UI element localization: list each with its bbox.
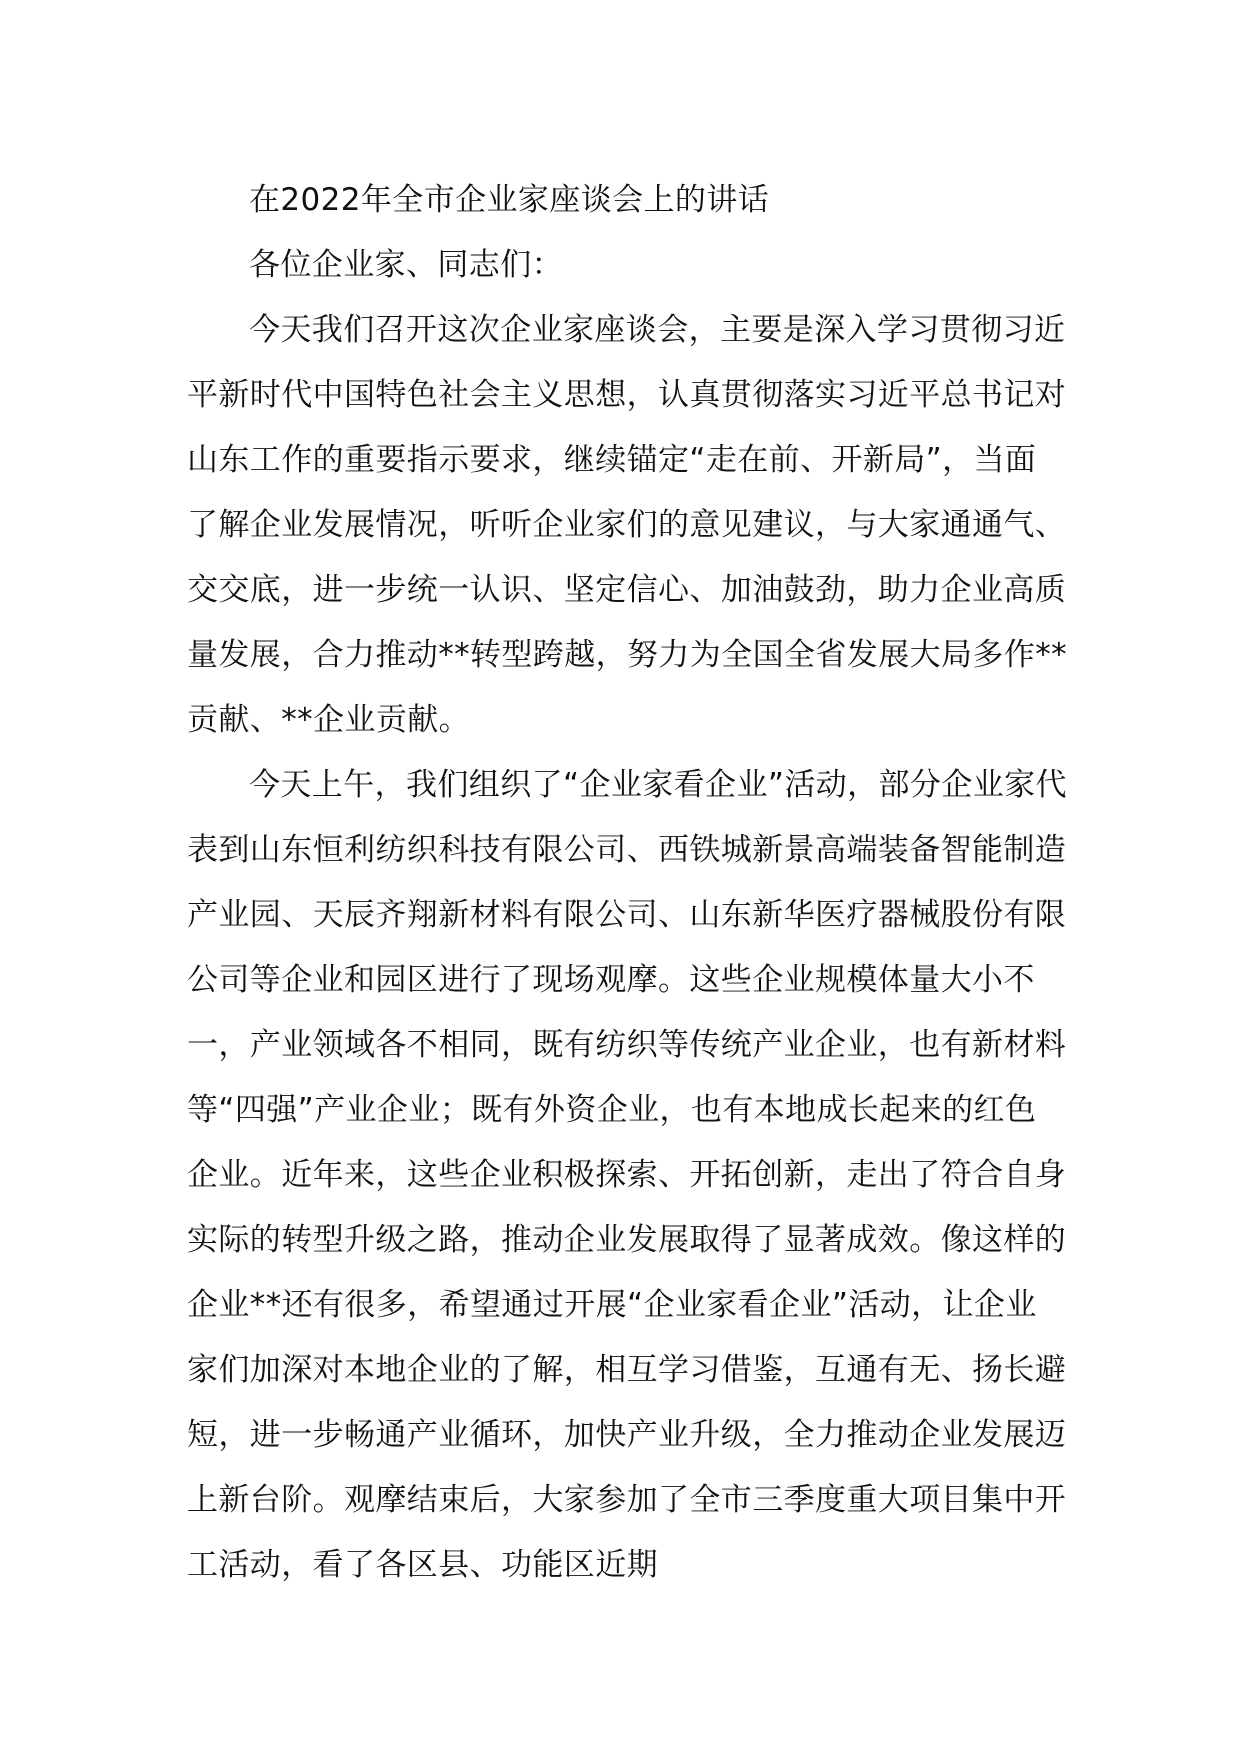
document-body: [187, 168, 1067, 1598]
paragraph-1: 今天我们召开这次企业家座谈会，主要是深入学习贯彻习近平新时代中国特色社会主义思想，认真贯彻落实习近平总书记对山东工作的重要指示要求，继续锚定“走在前、开新局”，当面了解企业发展情况，听听企业家们的意见建议，与大家通通气、交交底，进一步统一认识、坚定信心、加油鼓劲，助力企业高质量发展，合力推动**转型跨越，努力为全国全省发展大局多作**贡献、**企业贡献。: [187, 312, 1067, 738]
document-title: 在2022年全市企业家座谈会上的讲话: [249, 182, 770, 218]
paragraph-2: 今天上午，我们组织了“企业家看企业”活动，部分企业家代表到山东恒利纺织科技有限公司、西铁城新景高端装备智能制造产业园、天辰齐翔新材料有限公司、山东新华医疗器械股份有限公司等企业和园区进行了现场观摩。这些企业规模体量大小不一，产业领域各不相同，既有纺织等传统产业企业，也有新材料等“四强”产业企业；既有外资企业，也有本地成长起来的红色企业。近年来，这些企业积极探索、开拓创新，走出了符合自身实际的转型升级之路，推动企业发展取得了显著成效。像这样的企业**还有很多，希望通过开展“企业家看企业”活动，让企业家们加深对本地企业的了解，相互学习借鉴，互通有无、扬长避短，进一步畅通产业循环，加快产业升级，全力推动企业发展迈上新台阶。观摩结束后，大家参加了全市三季度重大项目集中开工活动，看了各区县、功能区近期: [187, 767, 1067, 1583]
salutation: 各位企业家、同志们：: [249, 247, 563, 283]
